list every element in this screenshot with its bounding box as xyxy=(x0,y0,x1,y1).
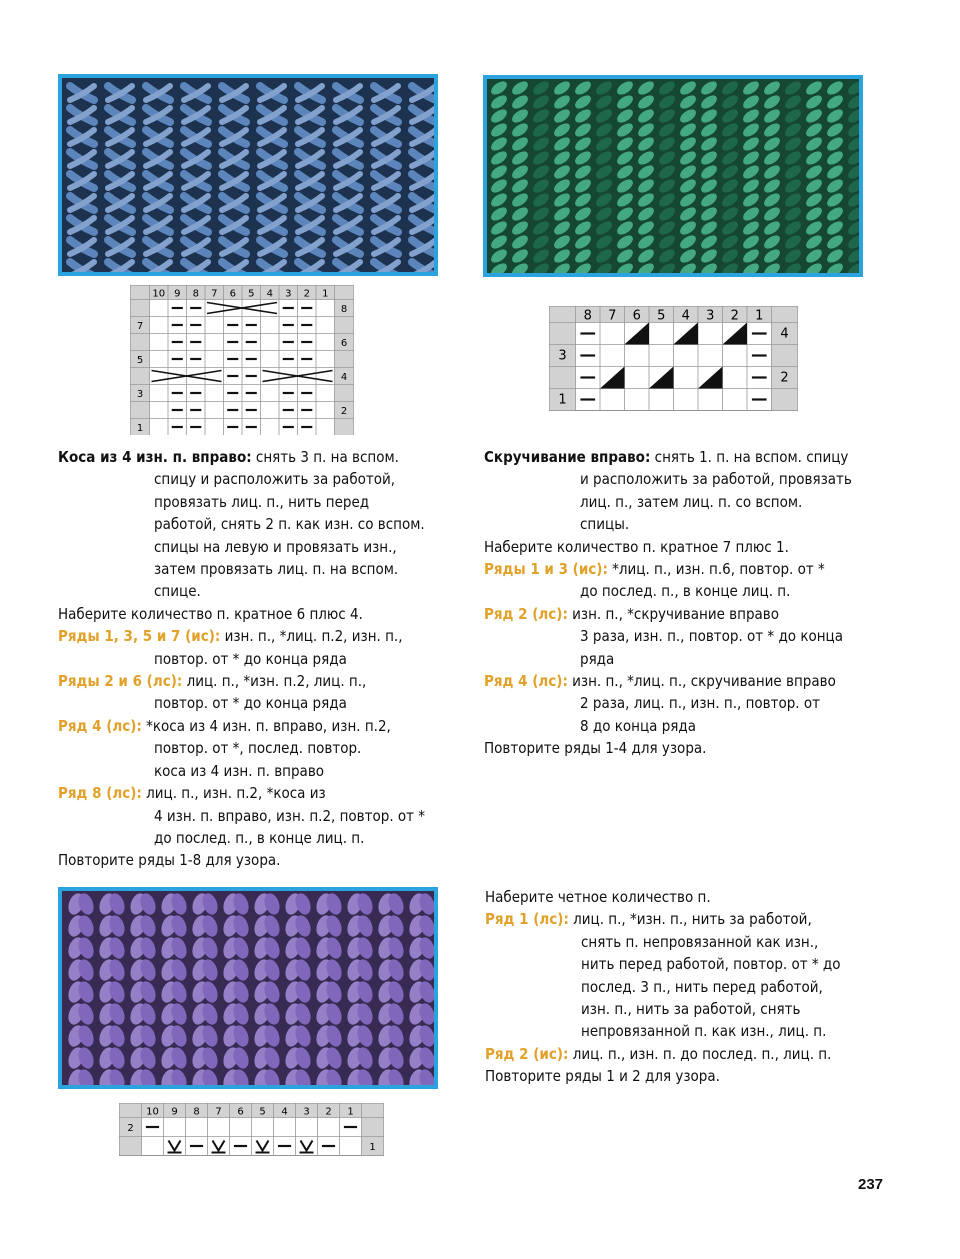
column-number: 8 xyxy=(193,1106,200,1118)
row-instruction: Ряд 4 (лс): изн. п., *лиц. п., скручивание вправо xyxy=(484,672,836,691)
column-number: 5 xyxy=(248,288,255,300)
column-number: 8 xyxy=(192,288,199,300)
row-number: 1 xyxy=(136,423,144,434)
column-number: 5 xyxy=(259,1106,266,1118)
row-number: 3 xyxy=(558,348,567,364)
definition-body: и расположить за работой, провязать лиц. п., затем лиц. п. со вспом. спицы. xyxy=(580,470,852,534)
cast-on-text: Наберите количество п. кратное 6 плюс 4. xyxy=(58,604,363,623)
section-1-instructions: Коса из 4 изн. п. вправо: снять 3 п. на вспом. спицу и расположить за работой, провязать лиц. п., нить перед работой, снять 2 п. как изн. со вспом. спицы на левую и провязать изн., затем провязать лиц. п. на вспом. спице. Наберите количество п. кратное 6 плюс 4. Ряды 1, 3, 5 и 7 (ис): изн. п., *лиц. п.2, изн. п., повтор. от * до конца ряда Ряды 2 и 6 (лс): лиц. п., *изн. п.2, лиц. п., повтор. от * до конца ряда Ряд 4 (лс): *коса из 4 изн. п. вправо, изн. п.2, повтор. от *, послед. повтор. коса из 4 изн. п. вправо Ряд 8 (лс): лиц. п., изн. п.2, *коса из 4 изн. п. вправо, изн. п.2, повтор. от * до послед. п., в конце лиц. п. Повторите ряды 1-8 для узора. xyxy=(58,446,425,872)
column-number: 6 xyxy=(229,288,236,300)
row-number: 7 xyxy=(136,321,144,332)
column-number: 9 xyxy=(171,1106,178,1118)
cast-on-text: Наберите четное количество п. xyxy=(485,888,711,906)
column-number: 10 xyxy=(152,288,166,300)
row-number: 2 xyxy=(127,1123,134,1134)
row-number: 4 xyxy=(780,326,789,342)
repeat-text: Повторите ряды 1 и 2 для узора. xyxy=(485,1067,720,1086)
knitting-chart-1 xyxy=(130,285,356,435)
knitting-chart-3 xyxy=(119,1103,386,1159)
definition-title: Коса из 4 изн. п. вправо: xyxy=(58,448,252,466)
row-number: 2 xyxy=(340,406,348,417)
blue-knit-photo xyxy=(58,74,438,276)
column-number: 9 xyxy=(174,288,181,300)
row-instruction: Ряды 1 и 3 (ис): *лиц. п., изн. п.6, повтор. от * xyxy=(484,560,825,579)
column-number: 7 xyxy=(608,308,617,324)
cast-on-text: Наберите количество п. кратное 7 плюс 1. xyxy=(484,537,789,556)
column-number: 1 xyxy=(755,308,764,324)
row-number: 2 xyxy=(780,370,789,386)
definition-body: спицу и расположить за работой, провязать лиц. п., нить перед работой, снять 2 п. как изн. со вспом. спицы на левую и провязать изн., затем провязать лиц. п. на вспом. спице. xyxy=(154,470,425,601)
column-number: 8 xyxy=(583,308,592,324)
column-number: 4 xyxy=(681,308,690,324)
column-number: 1 xyxy=(322,288,329,300)
row-number: 1 xyxy=(558,392,567,408)
row-instruction: Ряды 2 и 6 (лс): лиц. п., *изн. п.2, лиц. п., xyxy=(58,672,367,691)
column-number: 7 xyxy=(215,1106,222,1118)
green-knit-photo xyxy=(483,75,863,277)
row-instruction: Ряды 1, 3, 5 и 7 (ис): изн. п., *лиц. п.2, изн. п., xyxy=(58,627,403,646)
repeat-text: Повторите ряды 1-4 для узора. xyxy=(484,739,707,758)
row-instruction: Ряд 2 (ис): лиц. п., изн. п. до послед. п., лиц. п. xyxy=(485,1044,832,1063)
row-number: 6 xyxy=(340,338,348,349)
row-instruction: Ряд 4 (лс): *коса из 4 изн. п. вправо, изн. п.2, xyxy=(58,716,391,735)
row-number: 4 xyxy=(340,372,348,383)
row-number: 3 xyxy=(136,389,144,400)
column-number: 3 xyxy=(706,308,715,324)
row-instruction: Ряд 1 (лс): лиц. п., *изн. п., нить за работой, xyxy=(485,910,812,929)
column-number: 10 xyxy=(146,1106,159,1118)
column-number: 3 xyxy=(285,288,292,300)
page-number: 237 xyxy=(858,1176,884,1193)
row-instruction: Ряд 8 (лс): лиц. п., изн. п.2, *коса из xyxy=(58,784,326,803)
column-number: 2 xyxy=(730,308,739,324)
repeat-text: Повторите ряды 1-8 для узора. xyxy=(58,851,281,870)
column-number: 1 xyxy=(347,1106,354,1118)
column-number: 6 xyxy=(632,308,641,324)
column-number: 3 xyxy=(303,1106,310,1118)
section-3-instructions: Наберите четное количество п. Ряд 1 (лс): лиц. п., *изн. п., нить за работой, снять п. непровязанной как изн., нить перед работой, повтор. от * до послед. 3 п., нить перед работой, изн. п., нить за работой, снять непровязанной п. как изн., лиц. п. Ряд 2 (ис): лиц. п., изн. п. до послед. п., лиц. п. Повторите ряды 1 и 2 для узора. xyxy=(485,886,840,1088)
column-number: 2 xyxy=(325,1106,332,1118)
column-number: 5 xyxy=(657,308,666,324)
column-number: 4 xyxy=(281,1106,288,1118)
row-number: 5 xyxy=(136,355,144,366)
section-2-instructions: Скручивание вправо: снять 1. п. на вспом. спицу и расположить за работой, провязать лиц. п., затем лиц. п. со вспом. спицы. Наберите количество п. кратное 7 плюс 1. Ряды 1 и 3 (ис): *лиц. п., изн. п.6, повтор. от * до послед. п., в конце лиц. п. Ряд 2 (лс): изн. п., *скручивание вправо 3 раза, изн. п., повтор. от * до конца ряда Ряд 4 (лс): изн. п., *лиц. п., скручивание вправо 2 раза, лиц. п., изн. п., повтор. от 8 до конца ряда Повторите ряды 1-4 для узора. xyxy=(484,446,852,760)
column-number: 2 xyxy=(303,288,310,300)
column-number: 7 xyxy=(211,288,218,300)
definition-title: Скручивание вправо: xyxy=(484,448,651,466)
column-number: 4 xyxy=(266,288,273,300)
row-instruction: Ряд 2 (лс): изн. п., *скручивание вправо xyxy=(484,604,780,623)
row-number: 8 xyxy=(340,304,348,315)
column-number: 6 xyxy=(237,1106,244,1118)
knitting-chart-2 xyxy=(549,306,799,414)
row-number: 1 xyxy=(369,1142,376,1153)
purple-knit-photo xyxy=(58,887,438,1089)
